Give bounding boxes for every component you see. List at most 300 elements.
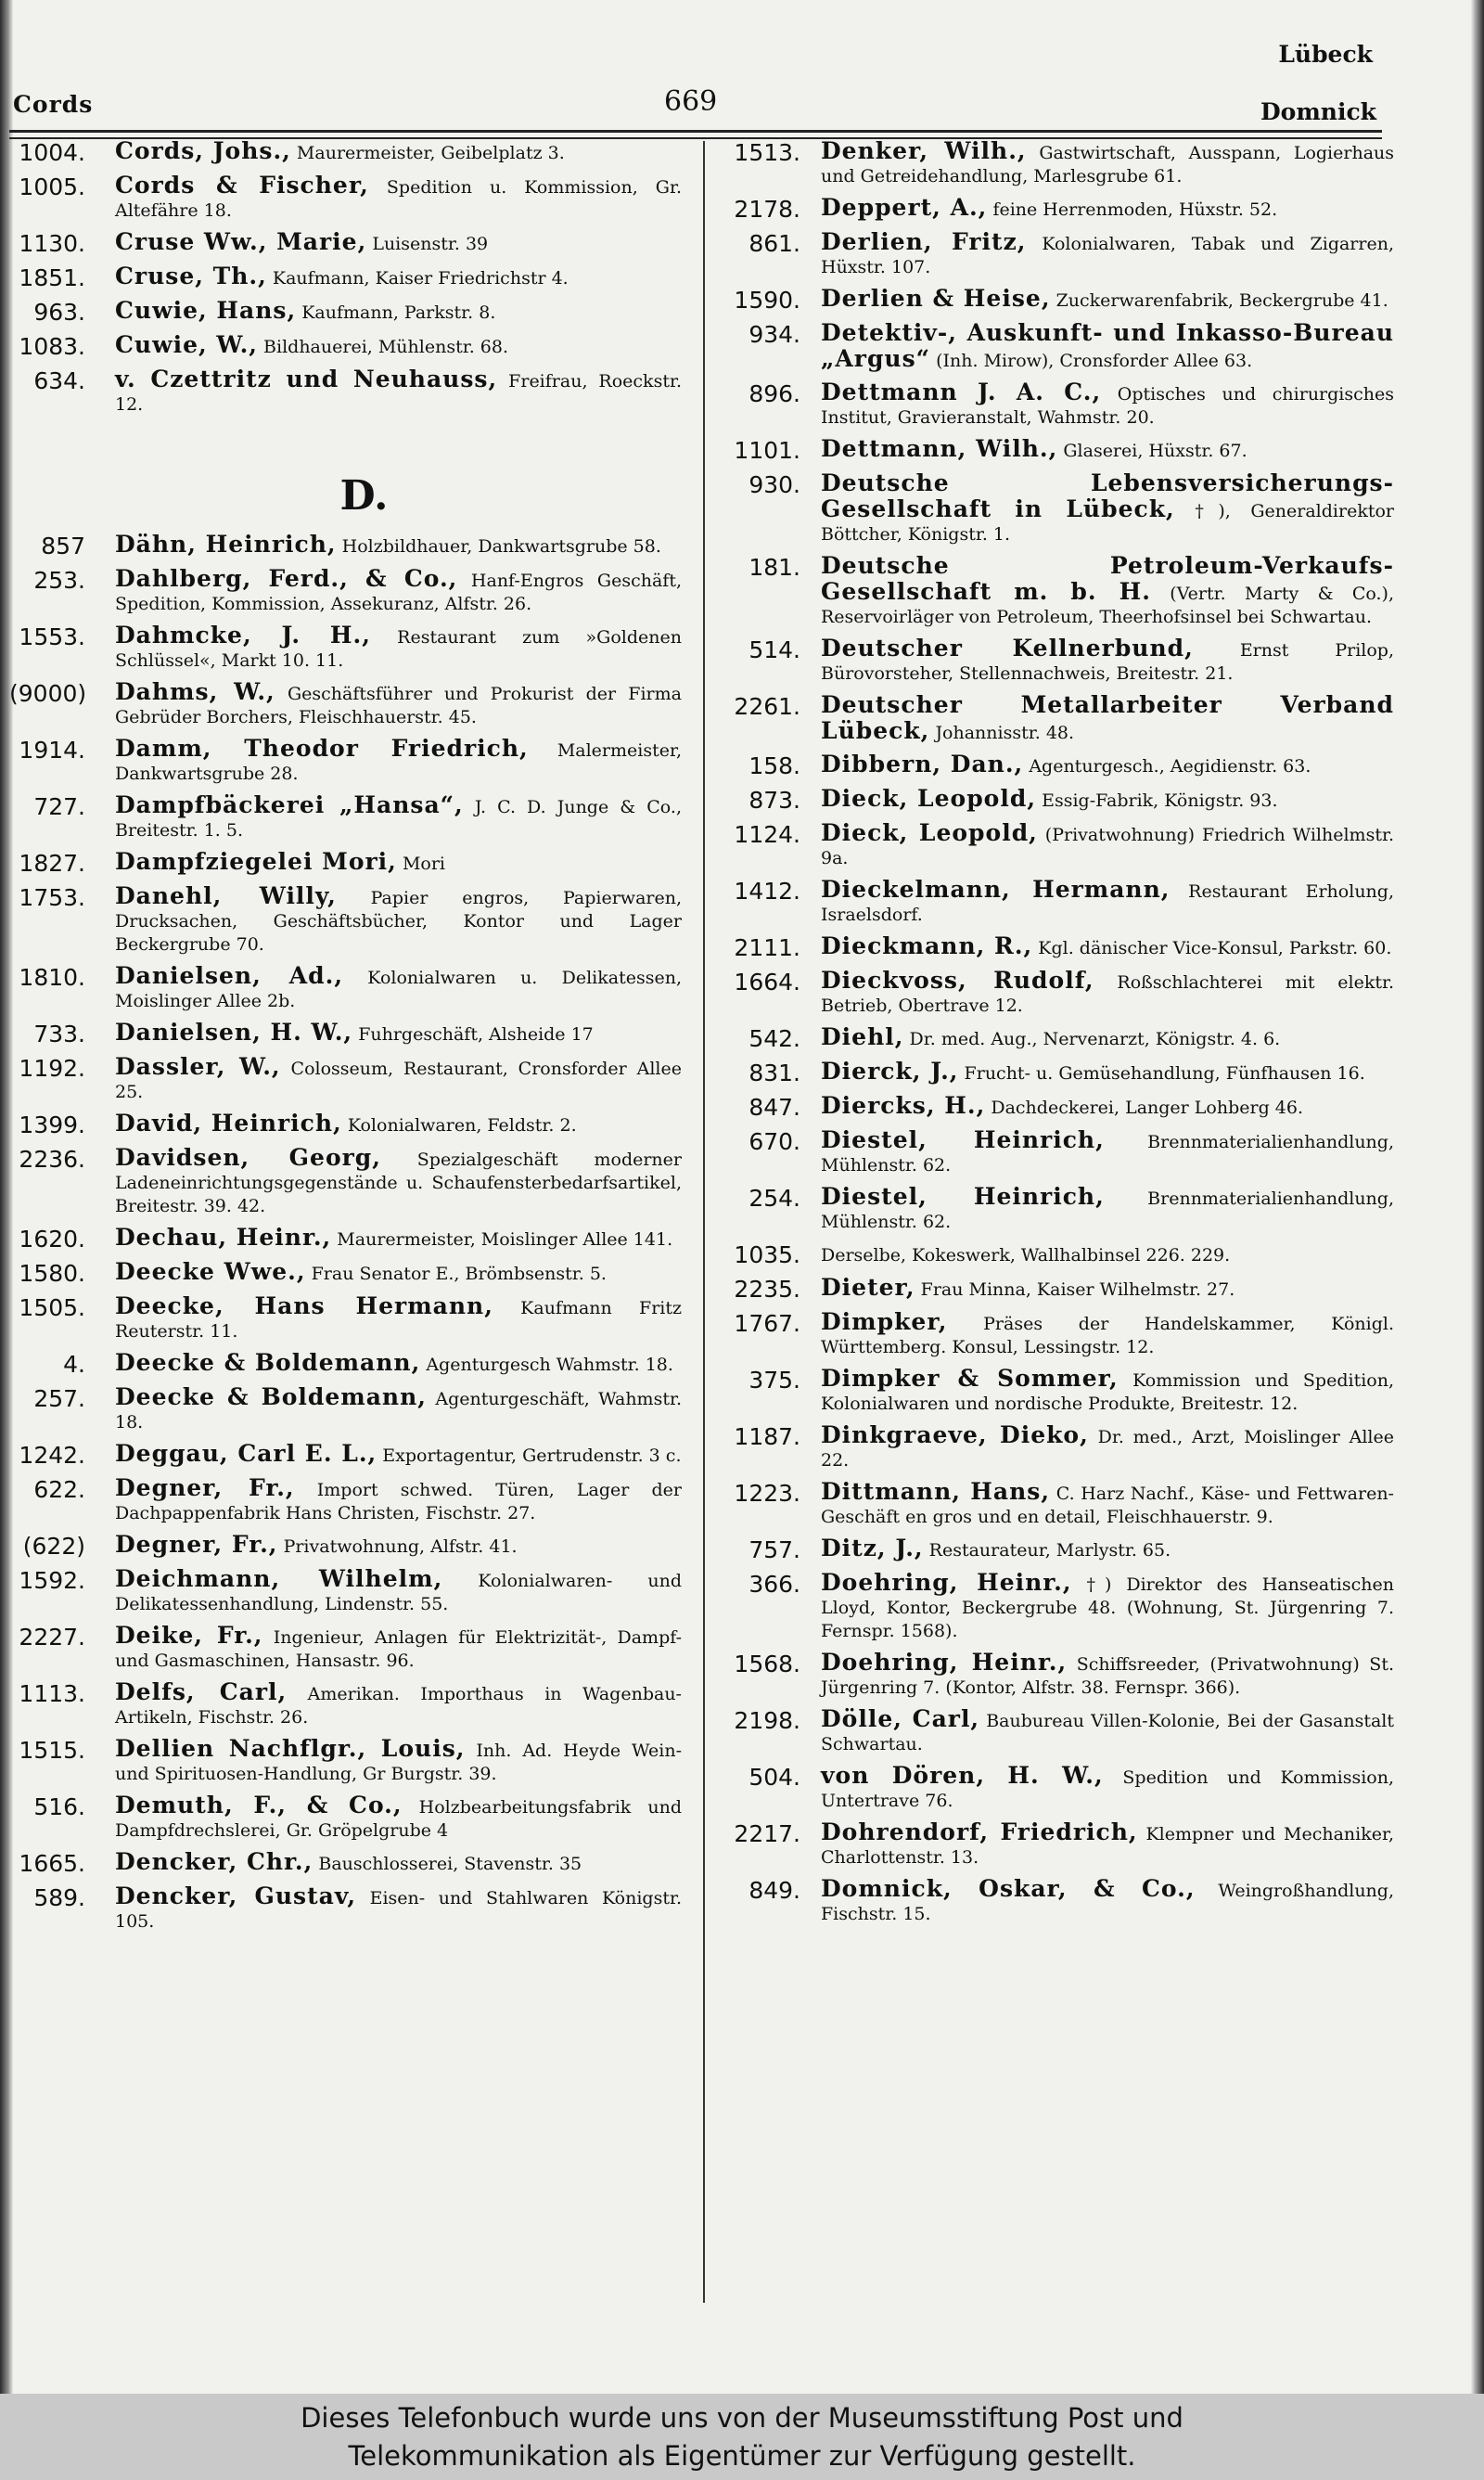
phone-number: 516. <box>33 1793 85 1820</box>
subscriber-name: Dencker, Chr., <box>115 1848 313 1875</box>
directory-entry <box>712 437 1394 464</box>
directory-entry <box>712 1820 1394 1870</box>
left-column <box>9 139 682 1941</box>
phone-number: 514. <box>748 636 800 663</box>
phone-number: 727. <box>33 793 85 820</box>
entry-text <box>800 1185 1394 1234</box>
entry-text <box>85 1680 682 1729</box>
phone-number: 930. <box>748 471 800 498</box>
entry-text <box>85 1884 682 1934</box>
directory-entry <box>9 737 682 786</box>
subscriber-name: Derlien & Heise, <box>821 285 1051 312</box>
subscriber-name: Deecke Wwe., <box>115 1258 306 1285</box>
entry-text <box>800 1094 1394 1120</box>
directory-entry <box>9 1021 682 1047</box>
phone-number: 670. <box>748 1128 800 1155</box>
subscriber-name: Diestel, Heinrich, <box>821 1183 1105 1210</box>
subscriber-detail: Kolonialwaren- und Delikatessenhandlung, Lindenstr. 55. <box>115 1571 683 1614</box>
subscriber-name: Diehl, <box>821 1023 904 1050</box>
directory-entry <box>9 850 682 877</box>
phone-number: 1580. <box>19 1260 85 1287</box>
entry-text <box>800 380 1394 430</box>
entry-text <box>800 1820 1394 1870</box>
subscriber-detail: Mori <box>402 854 445 874</box>
subscriber-name: Deutsche Petroleum-Verkaufs-Gesellschaft m. b. H. <box>821 552 1394 605</box>
subscriber-name: Dampfziegelei Mori, <box>115 848 397 875</box>
subscriber-name: Cruse Ww., Marie, <box>115 228 367 255</box>
entry-text <box>85 264 682 290</box>
phone-number: 1130. <box>19 230 85 257</box>
subscriber-name: Deutscher Kellnerbund, <box>821 635 1194 662</box>
subscriber-detail: Maurermeister, Moislinger Allee 141. <box>337 1229 673 1250</box>
subscriber-name: Denker, Wilh., <box>821 137 1027 164</box>
entry-text <box>800 693 1394 745</box>
directory-entry <box>712 1707 1394 1756</box>
directory-entry <box>9 1442 682 1469</box>
subscriber-name: Deppert, A., <box>821 194 988 221</box>
phone-number: 1592. <box>19 1567 85 1594</box>
directory-entry <box>9 1351 682 1378</box>
entry-text <box>800 287 1394 313</box>
subscriber-detail: Klempner und Mechaniker, Charlottenstr. 13. <box>821 1824 1395 1868</box>
entry-text <box>85 333 682 359</box>
phone-number: 2217. <box>734 1820 800 1847</box>
subscriber-name: Doehring, Heinr., <box>821 1649 1068 1676</box>
directory-entry <box>9 264 682 291</box>
entry-text <box>85 1793 682 1843</box>
entry-text <box>800 1367 1394 1416</box>
phone-number: 1004. <box>19 139 85 166</box>
left-entries-before <box>9 139 682 417</box>
subscriber-name: Deutscher Metallarbeiter Verband Lübeck, <box>821 691 1394 744</box>
entry-text <box>800 1025 1394 1051</box>
entry-text <box>800 1764 1394 1813</box>
entry-text <box>800 752 1394 778</box>
directory-entry <box>712 230 1394 279</box>
subscriber-detail: Agenturgeschäft, Wahmstr. 18. <box>115 1389 682 1433</box>
subscriber-name: Derlien, Fritz, <box>821 228 1027 255</box>
phone-number: 2178. <box>734 196 800 223</box>
subscriber-detail: Spedition und Kommission, Untertrave 76. <box>821 1767 1394 1811</box>
phone-number: 1101. <box>734 437 800 464</box>
subscriber-detail: Schiffsreeder, (Privatwohnung) St. Jürgenring 7. (Kontor, Alfstr. 38. Fernspr. 366). <box>821 1654 1394 1698</box>
phone-number: 831. <box>748 1060 800 1086</box>
subscriber-detail: Spedition u. Kommission, Gr. Altefähre 18. <box>115 177 682 221</box>
header-rule <box>9 130 1382 133</box>
footer-credit <box>0 2394 1484 2480</box>
subscriber-name: Degner, Fr., <box>115 1531 278 1558</box>
subscriber-detail: Glaserei, Hüxstr. 67. <box>1063 441 1247 461</box>
phone-number: 1035. <box>734 1241 800 1268</box>
subscriber-name: Diestel, Heinrich, <box>821 1126 1105 1153</box>
left-entries-after <box>9 533 682 1934</box>
phone-number: 634. <box>33 367 85 394</box>
subscriber-name: Doehring, Heinr., <box>821 1569 1072 1596</box>
entry-text <box>800 636 1394 686</box>
entry-text <box>85 567 682 616</box>
directory-entry <box>9 1793 682 1843</box>
subscriber-detail: Restaurateur, Marlystr. 65. <box>928 1540 1171 1561</box>
directory-entry <box>712 693 1394 745</box>
phone-number: 1810. <box>19 964 85 991</box>
directory-entry <box>712 287 1394 314</box>
subscriber-detail: Spezialgeschäft moderner Ladeneinrichtungsgegenstände u. Schaufensterbedarfsartikel, Breitestr. 39. 42. <box>115 1150 682 1216</box>
subscriber-detail: Frucht- u. Gemüsehandlung, Fünfhausen 16. <box>964 1063 1365 1084</box>
directory-entry <box>9 1567 682 1616</box>
right-entries <box>712 139 1394 1926</box>
entry-text <box>85 1351 682 1377</box>
directory-entry <box>9 1533 682 1560</box>
phone-number: 4. <box>63 1351 85 1378</box>
subscriber-name: Dimpker, <box>821 1308 948 1335</box>
entry-text <box>85 680 682 729</box>
section-letter: D. <box>339 472 389 520</box>
phone-number: 1242. <box>19 1442 85 1469</box>
subscriber-detail: feine Herrenmoden, Hüxstr. 52. <box>992 199 1278 220</box>
subscriber-name: Deike, Fr., <box>115 1622 263 1649</box>
directory-entry <box>9 1624 682 1673</box>
subscriber-name: Dahmcke, J. H., <box>115 622 371 649</box>
directory-entry <box>9 333 682 360</box>
phone-number: 733. <box>33 1021 85 1047</box>
phone-number: 622. <box>33 1476 85 1503</box>
entry-text <box>800 934 1394 960</box>
subscriber-name: Detektiv-, Auskunft- und Inkasso-Bureau „Argus“ <box>821 319 1394 372</box>
phone-number: 1767. <box>734 1310 800 1337</box>
subscriber-name: Dähn, Heinrich, <box>115 531 337 558</box>
phone-number: 2261. <box>734 693 800 720</box>
phone-number: 2235. <box>734 1276 800 1303</box>
subscriber-detail: Hanf-Engros Geschäft, Spedition, Kommission, Assekuranz, Alfstr. 26. <box>115 571 682 614</box>
directory-entry <box>712 321 1394 373</box>
phone-number: 589. <box>33 1884 85 1911</box>
directory-entry <box>712 1060 1394 1086</box>
phone-number: 2227. <box>19 1624 85 1651</box>
subscriber-detail: Kommission und Spedition, Kolonialwaren und nordische Produkte, Breitestr. 12. <box>821 1370 1394 1414</box>
directory-entry <box>712 1310 1394 1359</box>
phone-number: 181. <box>748 554 800 581</box>
entry-text <box>800 437 1394 463</box>
phone-number: 1113. <box>19 1680 85 1707</box>
directory-entry <box>712 1480 1394 1529</box>
entry-text <box>85 533 682 559</box>
entry-text <box>85 1226 682 1252</box>
phone-number: 254. <box>748 1185 800 1212</box>
subscriber-name: Deutsche Lebensversicherungs-Gesellschaft in Lübeck, <box>821 469 1394 522</box>
entry-text <box>85 850 682 876</box>
subscriber-name: Demuth, F., & Co., <box>115 1792 403 1818</box>
subscriber-name: Dahlberg, Ferd., & Co., <box>115 565 458 592</box>
subscriber-detail: Derselbe, Kokeswerk, Wallhalbinsel 226. 229. <box>821 1245 1231 1266</box>
subscriber-name: Dencker, Gustav, <box>115 1882 357 1909</box>
phone-number: 861. <box>748 230 800 257</box>
column-separator <box>703 141 705 2303</box>
phone-number: (9000) <box>9 680 87 707</box>
entry-text <box>85 1624 682 1673</box>
phone-number: 1851. <box>19 264 85 291</box>
subscriber-name: Danehl, Willy, <box>115 882 337 909</box>
subscriber-name: von Dören, H. W., <box>821 1762 1104 1789</box>
directory-entry <box>9 367 682 417</box>
subscriber-name: Deecke, Hans Hermann, <box>115 1292 493 1319</box>
entry-text <box>800 1480 1394 1529</box>
subscriber-detail: Freifrau, Roeckstr. 12. <box>115 371 682 415</box>
subscriber-name: Cruse, Th., <box>115 263 267 289</box>
subscriber-detail: Brennmaterialienhandlung, Mühlenstr. 62. <box>821 1189 1394 1232</box>
subscriber-detail: Privatwohnung, Alfstr. 41. <box>283 1536 518 1557</box>
subscriber-detail: Zuckerwarenfabrik, Beckergrube 41. <box>1055 290 1388 311</box>
directory-entry <box>712 878 1394 927</box>
subscriber-detail: Import schwed. Türen, Lager der Dachpappenfabrik Hans Christen, Fischstr. 27. <box>115 1480 682 1523</box>
directory-entry <box>712 636 1394 686</box>
subscriber-name: Deecke & Boldemann, <box>115 1349 421 1376</box>
subscriber-detail: Luisenstr. 39 <box>372 234 489 254</box>
subscriber-name: Degner, Fr., <box>115 1474 295 1501</box>
subscriber-name: Dölle, Carl, <box>821 1705 980 1732</box>
directory-entry <box>712 1367 1394 1416</box>
running-head-right: Domnick <box>1260 98 1376 125</box>
subscriber-detail: Geschäftsführer und Prokurist der Firma Gebrüder Borchers, Fleischhauerstr. 45. <box>115 684 682 727</box>
subscriber-name: Deichmann, Wilhelm, <box>115 1565 443 1592</box>
entry-text <box>85 1476 682 1525</box>
directory-entry <box>712 969 1394 1018</box>
directory-entry <box>712 1423 1394 1472</box>
directory-entry <box>712 1536 1394 1563</box>
subscriber-detail: Kolonialwaren, Tabak und Zigarren, Hüxstr. 107. <box>821 234 1394 277</box>
subscriber-detail: Optisches und chirurgisches Institut, Gravieranstalt, Wahmstr. 20. <box>821 384 1394 428</box>
entry-text <box>85 230 682 256</box>
subscriber-detail: Kaufmann, Kaiser Friedrichstr 4. <box>272 268 569 289</box>
subscriber-name: Cuwie, Hans, <box>115 297 297 324</box>
phone-number: 857 <box>41 533 85 559</box>
subscriber-name: Cords & Fischer, <box>115 172 369 199</box>
entry-text <box>85 737 682 786</box>
entry-text <box>800 321 1394 373</box>
phone-number: 504. <box>748 1764 800 1791</box>
subscriber-name: Dinkgraeve, Dieko, <box>821 1421 1089 1448</box>
directory-entry <box>9 1476 682 1525</box>
entry-text <box>85 884 682 957</box>
running-head-left: Cords <box>13 91 94 118</box>
directory-entry <box>9 1112 682 1138</box>
subscriber-name: Diercks, H., <box>821 1092 986 1119</box>
directory-entry <box>9 567 682 616</box>
subscriber-detail: Dachdeckerei, Langer Lohberg 46. <box>991 1098 1303 1118</box>
directory-entry <box>712 1877 1394 1926</box>
subscriber-detail: Kolonialwaren, Feldstr. 2. <box>347 1115 577 1136</box>
entry-text <box>800 139 1394 188</box>
entry-text <box>800 1536 1394 1562</box>
phone-number: 847. <box>748 1094 800 1121</box>
directory-entry <box>9 884 682 957</box>
directory-entry <box>9 1884 682 1934</box>
entry-text <box>85 1533 682 1559</box>
directory-entry <box>9 1737 682 1786</box>
subscriber-detail: Präses der Handelskammer, Königl. Württemberg. Konsul, Lessingstr. 12. <box>821 1314 1394 1357</box>
entry-text <box>800 1571 1394 1643</box>
subscriber-detail: Restaurant Erholung, Israelsdorf. <box>821 881 1394 925</box>
subscriber-name: Dieckvoss, Rudolf, <box>821 967 1094 994</box>
directory-entry <box>9 1260 682 1287</box>
directory-entry <box>9 623 682 673</box>
subscriber-detail: Frau Minna, Kaiser Wilhelmstr. 27. <box>920 1279 1235 1300</box>
subscriber-name: Dechau, Heinr., <box>115 1224 332 1251</box>
subscriber-detail: Ernst Prilop, Bürovorsteher, Stellennachweis, Breitestr. 21. <box>821 640 1395 684</box>
directory-entry <box>712 380 1394 430</box>
subscriber-detail: Restaurant zum »Goldenen Schlüssel«, Markt 10. 11. <box>115 627 682 671</box>
entry-text <box>85 1112 682 1137</box>
directory-entry <box>9 299 682 326</box>
subscriber-name: Dieckmann, R., <box>821 932 1033 959</box>
subscriber-name: Delfs, Carl, <box>115 1678 288 1705</box>
subscriber-detail: Frau Senator E., Brömbsenstr. 5. <box>311 1264 607 1284</box>
entry-text <box>85 139 682 165</box>
entry-text <box>85 367 682 417</box>
subscriber-detail: Bauschlosserei, Stavenstr. 35 <box>318 1854 582 1874</box>
directory-entry <box>712 1571 1394 1643</box>
entry-text <box>800 1877 1394 1926</box>
directory-entry <box>712 1094 1394 1121</box>
subscriber-detail: (Vertr. Marty & Co.), Reservoirläger von Petroleum, Theerhofsinsel bei Schwartau. <box>821 584 1394 627</box>
subscriber-detail: Agenturgesch., Aegidienstr. 63. <box>1029 756 1311 777</box>
subscriber-name: Dassler, W., <box>115 1053 281 1080</box>
subscriber-name: Deggau, Carl E. L., <box>115 1440 377 1467</box>
entry-text <box>800 1707 1394 1756</box>
subscriber-detail: Kaufmann, Parkstr. 8. <box>301 302 496 323</box>
directory-entry <box>9 1385 682 1434</box>
subscriber-name: Ditz, J., <box>821 1535 924 1561</box>
phone-number: 158. <box>748 752 800 779</box>
subscriber-detail: (Privatwohnung) Friedrich Wilhelmstr. 9a. <box>821 825 1394 868</box>
directory-entry <box>712 821 1394 870</box>
phone-number: 253. <box>33 567 85 594</box>
subscriber-name: Dampfbäckerei „Hansa“, <box>115 791 464 818</box>
subscriber-detail: Kgl. dänischer Vice-Konsul, Parkstr. 60. <box>1038 938 1392 958</box>
entry-text <box>85 1850 682 1876</box>
directory-entry <box>712 1651 1394 1700</box>
directory-entry <box>9 533 682 559</box>
subscriber-name: Dieck, Leopold, <box>821 785 1037 812</box>
directory-entry <box>9 793 682 842</box>
subscriber-name: Dettmann, Wilh., <box>821 435 1058 462</box>
subscriber-name: Danielsen, H. W., <box>115 1019 353 1046</box>
phone-number: 1399. <box>19 1112 85 1138</box>
subscriber-name: Danielsen, Ad., <box>115 962 344 989</box>
subscriber-detail: Ingenieur, Anlagen für Elektrizität-, Dampf- und Gasmaschinen, Hansastr. 96. <box>115 1627 683 1671</box>
directory-entry <box>712 139 1394 188</box>
phone-number: 1124. <box>734 821 800 848</box>
directory-entry <box>9 1146 682 1218</box>
running-head-city: Lübeck <box>1278 41 1373 68</box>
entry-text <box>85 173 682 223</box>
entry-text <box>85 1737 682 1786</box>
subscriber-detail: Amerikan. Importhaus in Wagenbau-Artikeln, Fischstr. 26. <box>115 1684 682 1728</box>
phone-number: 873. <box>748 787 800 814</box>
phone-number: 1505. <box>19 1294 85 1321</box>
phone-number: 542. <box>748 1025 800 1052</box>
entry-text <box>800 230 1394 279</box>
subscriber-name: Cords, Johs., <box>115 137 291 164</box>
subscriber-detail: J. C. D. Junge & Co., Breitestr. 1. 5. <box>115 797 682 841</box>
subscriber-name: Dierck, J., <box>821 1058 959 1085</box>
subscriber-detail: Brennmaterialienhandlung, Mühlenstr. 62. <box>821 1132 1394 1176</box>
phone-number: 934. <box>748 321 800 348</box>
page-edge-right <box>1471 0 1484 2394</box>
entry-text <box>85 1055 682 1104</box>
page-number: 669 <box>664 85 718 118</box>
entry-text <box>800 969 1394 1018</box>
phone-number: (622) <box>22 1533 85 1560</box>
phone-number: 896. <box>748 380 800 407</box>
directory-entry <box>712 1025 1394 1052</box>
phone-number: 849. <box>748 1877 800 1904</box>
entry-text <box>85 1385 682 1434</box>
directory-entry <box>712 1185 1394 1234</box>
entry-text <box>800 1651 1394 1700</box>
subscriber-detail: Holzbearbeitungsfabrik und Dampfdrechslerei, Gr. Gröpelgrube 4 <box>115 1797 682 1841</box>
subscriber-name: Dieter, <box>821 1274 915 1301</box>
subscriber-detail: †) Direktor des Hanseatischen Lloyd, Kontor, Beckergrube 48. (Wohnung, St. Jürgenring 7. Fernspr. 1568). <box>821 1574 1394 1641</box>
directory-entry <box>9 1294 682 1343</box>
subscriber-detail: Weingroßhandlung, Fischstr. 15. <box>821 1881 1394 1924</box>
phone-number: 375. <box>748 1367 800 1394</box>
entry-text <box>800 878 1394 927</box>
subscriber-detail: Inh. Ad. Heyde Wein- und Spirituosen-Handlung, Gr Burgstr. 39. <box>115 1741 682 1784</box>
subscriber-detail: Maurermeister, Geibelplatz 3. <box>296 143 565 163</box>
directory-entry <box>9 680 682 729</box>
entry-text <box>85 1442 682 1468</box>
entry-text <box>85 299 682 325</box>
subscriber-name: David, Heinrich, <box>115 1110 342 1137</box>
entry-text <box>85 623 682 673</box>
phone-number: 963. <box>33 299 85 326</box>
entry-text <box>85 793 682 842</box>
subscriber-detail: Malermeister, Dankwartsgrube 28. <box>115 740 682 784</box>
phone-number: 1665. <box>19 1850 85 1877</box>
phone-number: 1513. <box>734 139 800 166</box>
entry-text <box>800 1310 1394 1359</box>
subscriber-detail: Johannisstr. 48. <box>935 723 1075 743</box>
phone-number: 1187. <box>734 1423 800 1450</box>
entry-text <box>800 787 1394 813</box>
subscriber-name: Deecke & Boldemann, <box>115 1383 427 1410</box>
subscriber-detail: Bildhauerei, Mühlenstr. 68. <box>263 337 509 357</box>
entry-text <box>800 1128 1394 1177</box>
directory-entry <box>712 1764 1394 1813</box>
subscriber-name: Dieckelmann, Hermann, <box>821 876 1171 903</box>
directory-entry <box>9 1226 682 1253</box>
subscriber-detail: Agenturgesch Wahmstr. 18. <box>426 1355 673 1375</box>
entry-text <box>85 1021 682 1047</box>
subscriber-name: v. Czettritz und Neuhauss, <box>115 366 498 392</box>
directory-entry <box>9 173 682 223</box>
entry-text <box>85 1567 682 1616</box>
entry-text <box>85 964 682 1013</box>
subscriber-name: Dohrendorf, Friedrich, <box>821 1818 1138 1845</box>
subscriber-name: Dieck, Leopold, <box>821 819 1038 846</box>
directory-entry <box>9 1850 682 1877</box>
directory-entry <box>712 934 1394 961</box>
phone-number: 1664. <box>734 969 800 996</box>
phone-number: 257. <box>33 1385 85 1412</box>
subscriber-detail: Gastwirtschaft, Ausspann, Logierhaus und Getreidehandlung, Marlesgrube 61. <box>821 143 1395 186</box>
subscriber-detail: Roßschlachterei mit elektr. Betrieb, Obertrave 12. <box>821 972 1395 1016</box>
subscriber-name: Damm, Theodor Friedrich, <box>115 735 529 762</box>
subscriber-name: Dettmann J. A. C., <box>821 379 1102 405</box>
entry-text <box>800 1423 1394 1472</box>
subscriber-detail: C. Harz Nachf., Käse- und Fettwaren-Geschäft en gros und en detail, Fleischhauerstr. 9. <box>821 1484 1394 1527</box>
phone-number: 1620. <box>19 1226 85 1253</box>
